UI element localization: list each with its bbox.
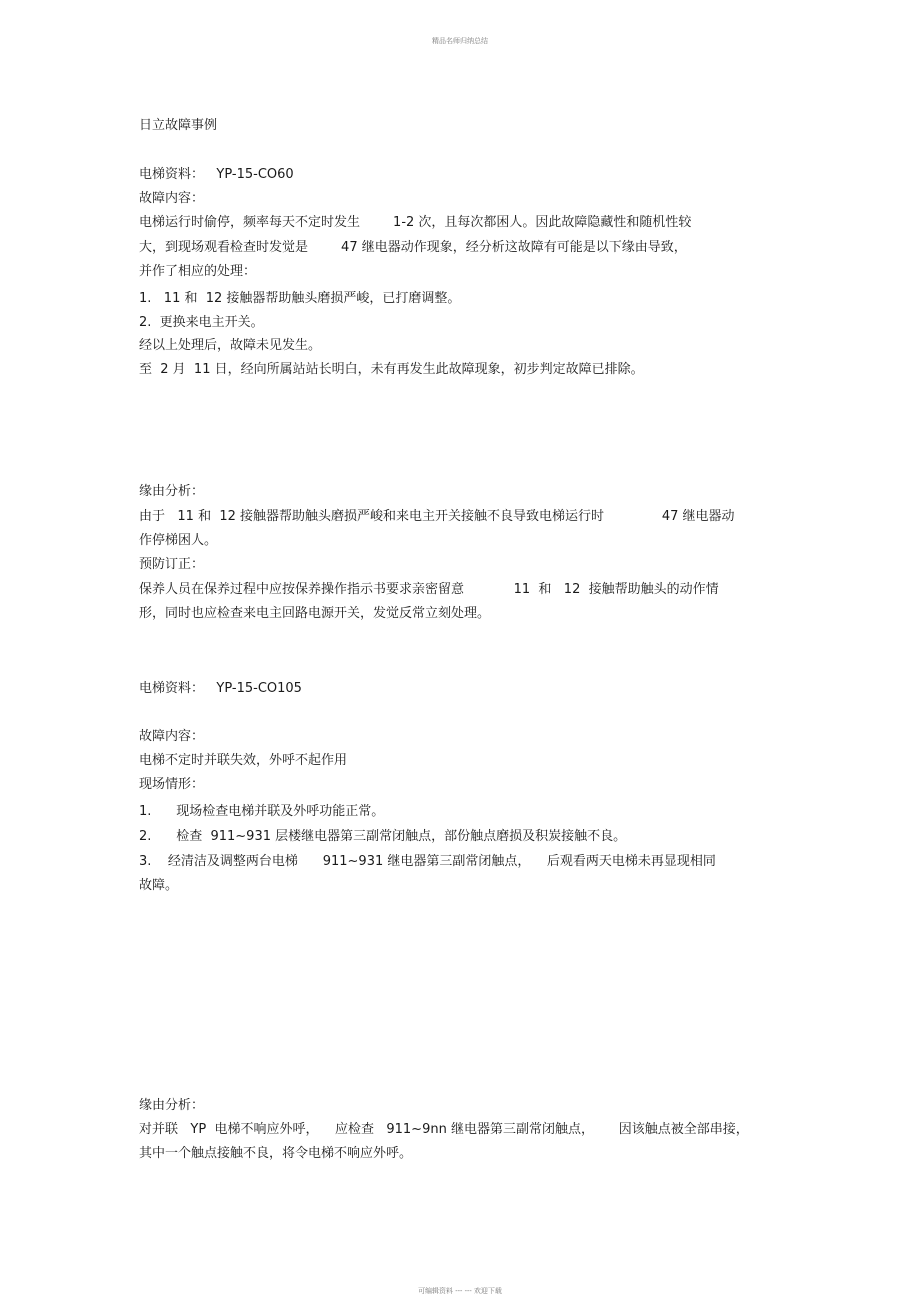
text-line: 其中一个触点接触不良，将令电梯不响应外呼。 — [139, 1146, 413, 1161]
text-line: 2. 更换来电主开关。 — [139, 315, 264, 330]
text-line: 故障。 — [139, 878, 179, 893]
text-line: 预防订正： — [139, 557, 205, 572]
text-line: 电梯不定时并联失效，外呼不起作用 — [139, 753, 348, 768]
text-line: 现场情形： — [139, 777, 205, 792]
text-line: 作停梯困人。 — [139, 533, 218, 548]
page-header: 精品名师归纳总结 — [432, 37, 488, 45]
text-line: 大，到现场观看检查时发觉是 47 继电器动作现象，经分析这故障有可能是以下缘由导致， — [139, 240, 687, 255]
text-line: 由于 11 和 12 接触器帮助触头磨损严峻和来电主开关接触不良导致电梯运行时 47 继电器动 — [139, 509, 735, 524]
text-line: 1. 11 和 12 接触器帮助触头磨损严峻，已打磨调整。 — [139, 291, 461, 306]
text-line: 至 2 月 11 日，经向所属站站长明白，未有再发生此故障现象，初步判定故障已排除。 — [139, 362, 644, 377]
text-line: 保养人员在保养过程中应按保养操作指示书要求亲密留意 11 和 12 接触帮助触头的动作情 — [139, 582, 719, 597]
text-line: 经以上处理后，故障未见发生。 — [139, 338, 322, 353]
text-line: 缘由分析： — [139, 1098, 205, 1113]
text-line: 1. 现场检查电梯并联及外呼功能正常。 — [139, 804, 385, 819]
text-line: 电梯运行时偷停，频率每天不定时发生 1-2 次，且每次都困人。因此故障隐藏性和随机性较 — [139, 215, 692, 230]
text-line: 并作了相应的处理： — [139, 264, 257, 279]
text-line: 电梯资料： YP-15-CO60 — [139, 167, 294, 182]
text-line: 缘由分析： — [139, 484, 205, 499]
text-line: 对并联 YP 电梯不响应外呼， 应检查 911~9nn 继电器第三副常闭触点， 因该触点被全部串接， — [139, 1122, 749, 1137]
text-line: 故障内容： — [139, 191, 205, 206]
page-footer: 可编辑资料 --- --- 欢迎下载 — [418, 1287, 502, 1295]
text-line: 2. 检查 911~931 层楼继电器第三副常闭触点，部份触点磨损及积炭接触不良。 — [139, 829, 627, 844]
text-line: 电梯资料： YP-15-CO105 — [139, 681, 302, 696]
text-line: 形，同时也应检查来电主回路电源开关，发觉反常立刻处理。 — [139, 606, 491, 621]
text-line: 故障内容： — [139, 729, 205, 744]
text-line: 日立故障事例 — [139, 118, 218, 133]
text-line: 3. 经清洁及调整两台电梯 911~931 继电器第三副常闭触点， 后观看两天电梯未再显现相同 — [139, 854, 716, 869]
